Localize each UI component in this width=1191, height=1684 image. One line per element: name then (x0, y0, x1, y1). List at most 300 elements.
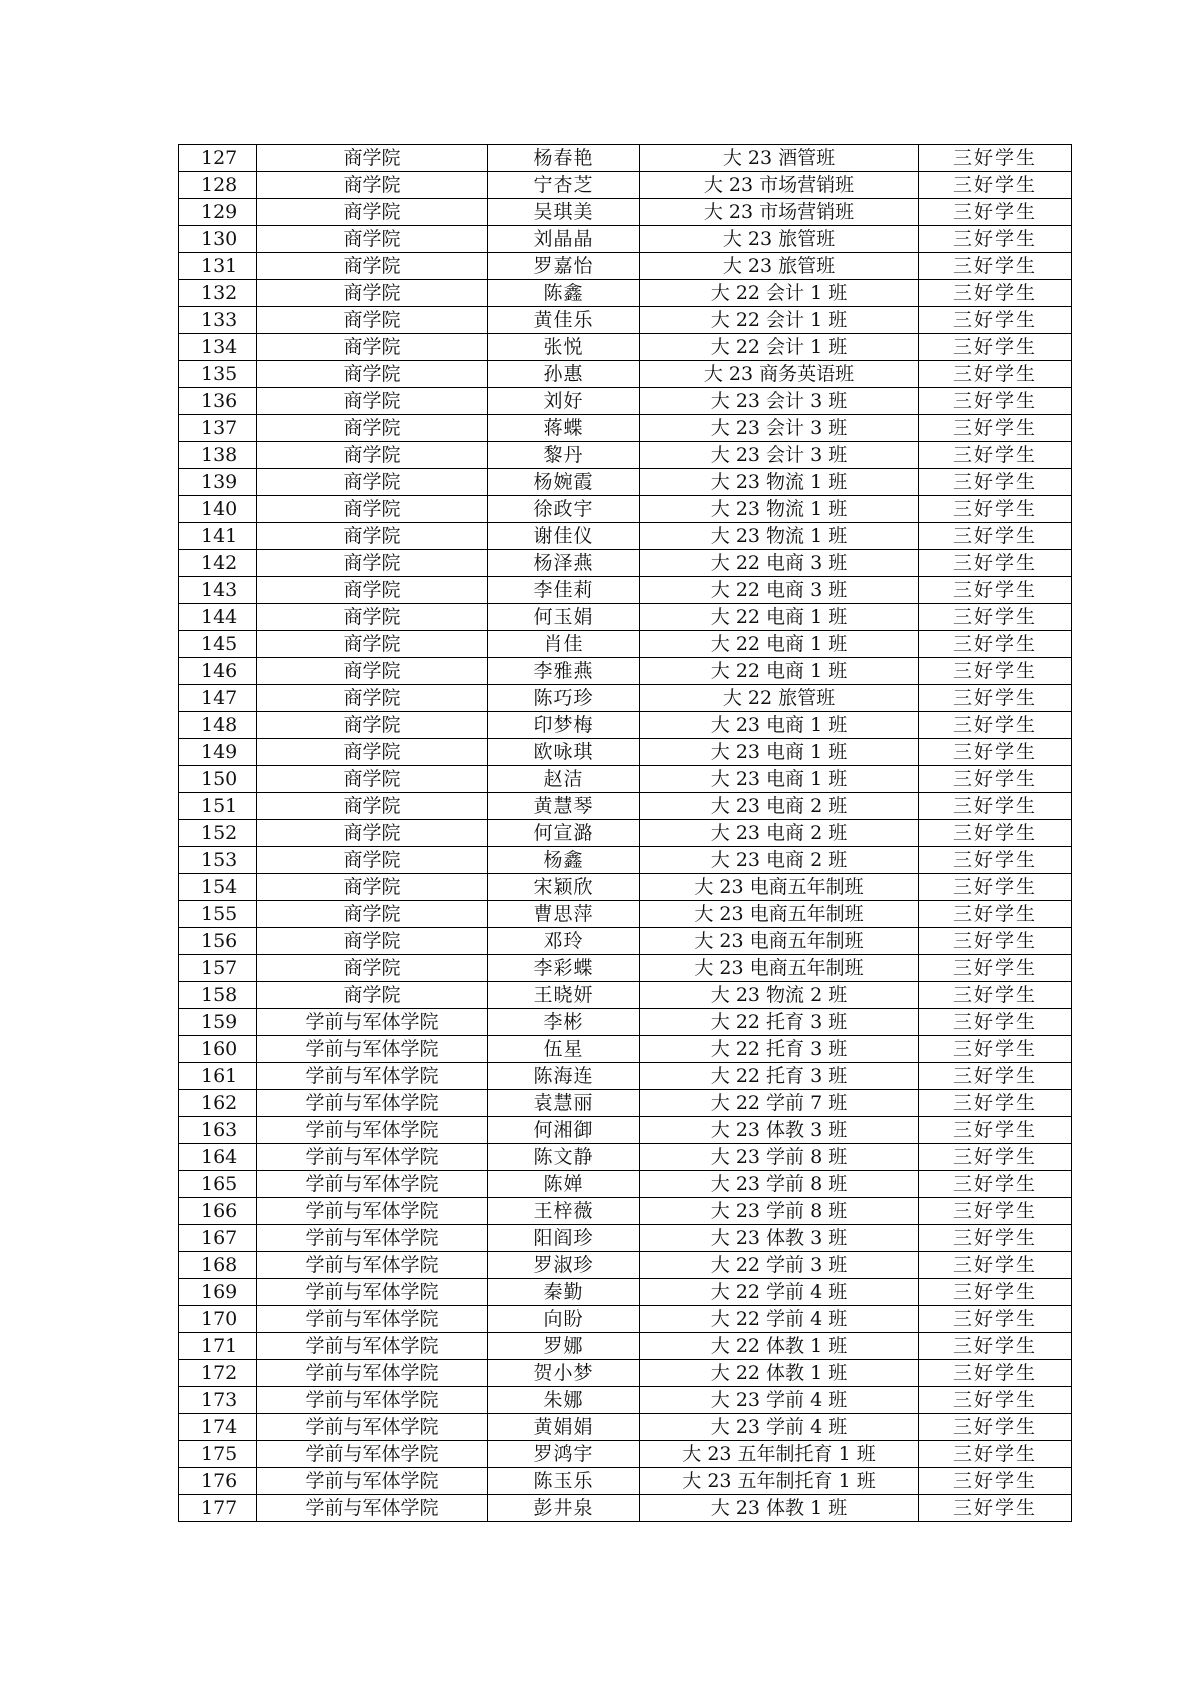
student-name-cell: 秦勤 (488, 1279, 640, 1306)
class-cell: 大 23 会计 3 班 (640, 442, 919, 469)
award-cell: 三好学生 (919, 1387, 1072, 1414)
college-cell: 学前与军体学院 (257, 1009, 488, 1036)
student-name-cell: 黄娟娟 (488, 1414, 640, 1441)
class-cell: 大 22 学前 4 班 (640, 1306, 919, 1333)
row-number: 156 (179, 928, 257, 955)
row-number: 162 (179, 1090, 257, 1117)
row-number: 174 (179, 1414, 257, 1441)
table-row (179, 982, 1072, 1009)
student-name-cell: 徐政宇 (488, 496, 640, 523)
award-cell: 三好学生 (919, 1171, 1072, 1198)
class-cell: 大 22 托育 3 班 (640, 1036, 919, 1063)
row-number: 127 (179, 145, 257, 172)
row-number: 155 (179, 901, 257, 928)
student-name-cell: 罗嘉怡 (488, 253, 640, 280)
row-number: 176 (179, 1468, 257, 1495)
table-row (179, 901, 1072, 928)
award-cell: 三好学生 (919, 631, 1072, 658)
college-cell: 商学院 (257, 415, 488, 442)
student-name-cell: 杨婉霞 (488, 469, 640, 496)
row-number: 158 (179, 982, 257, 1009)
award-cell: 三好学生 (919, 928, 1072, 955)
row-number: 142 (179, 550, 257, 577)
table-row (179, 658, 1072, 685)
class-cell: 大 23 学前 8 班 (640, 1144, 919, 1171)
row-number: 175 (179, 1441, 257, 1468)
table-row (179, 793, 1072, 820)
award-cell: 三好学生 (919, 982, 1072, 1009)
class-cell: 大 23 会计 3 班 (640, 415, 919, 442)
table-row (179, 1252, 1072, 1279)
student-name-cell: 伍星 (488, 1036, 640, 1063)
class-cell: 大 22 会计 1 班 (640, 280, 919, 307)
class-cell: 大 23 学前 4 班 (640, 1387, 919, 1414)
table-row (179, 1144, 1072, 1171)
table-row (179, 874, 1072, 901)
award-cell: 三好学生 (919, 469, 1072, 496)
table-row (179, 1117, 1072, 1144)
table-row (179, 550, 1072, 577)
award-cell: 三好学生 (919, 1090, 1072, 1117)
class-cell: 大 23 体教 3 班 (640, 1225, 919, 1252)
class-cell: 大 22 电商 3 班 (640, 577, 919, 604)
college-cell: 商学院 (257, 550, 488, 577)
table-row (179, 631, 1072, 658)
row-number: 148 (179, 712, 257, 739)
college-cell: 商学院 (257, 496, 488, 523)
student-name-cell: 谢佳仪 (488, 523, 640, 550)
award-cell: 三好学生 (919, 604, 1072, 631)
table-row (179, 1414, 1072, 1441)
class-cell: 大 22 体教 1 班 (640, 1333, 919, 1360)
student-name-cell: 李佳莉 (488, 577, 640, 604)
student-name-cell: 曹思萍 (488, 901, 640, 928)
table-row (179, 1036, 1072, 1063)
college-cell: 商学院 (257, 604, 488, 631)
student-name-cell: 杨泽燕 (488, 550, 640, 577)
row-number: 145 (179, 631, 257, 658)
table-row (179, 1441, 1072, 1468)
college-cell: 商学院 (257, 361, 488, 388)
college-cell: 学前与军体学院 (257, 1495, 488, 1522)
award-cell: 三好学生 (919, 955, 1072, 982)
college-cell: 商学院 (257, 766, 488, 793)
award-cell: 三好学生 (919, 145, 1072, 172)
student-name-cell: 罗鸿宇 (488, 1441, 640, 1468)
table-row (179, 334, 1072, 361)
table-row (179, 1171, 1072, 1198)
student-name-cell: 罗娜 (488, 1333, 640, 1360)
award-cell: 三好学生 (919, 1468, 1072, 1495)
college-cell: 商学院 (257, 847, 488, 874)
row-number: 172 (179, 1360, 257, 1387)
student-name-cell: 何宣潞 (488, 820, 640, 847)
college-cell: 商学院 (257, 199, 488, 226)
student-name-cell: 张悦 (488, 334, 640, 361)
college-cell: 商学院 (257, 307, 488, 334)
table-row (179, 820, 1072, 847)
college-cell: 学前与军体学院 (257, 1252, 488, 1279)
class-cell: 大 23 体教 1 班 (640, 1495, 919, 1522)
college-cell: 商学院 (257, 631, 488, 658)
award-cell: 三好学生 (919, 1333, 1072, 1360)
row-number: 144 (179, 604, 257, 631)
award-cell: 三好学生 (919, 172, 1072, 199)
student-name-cell: 肖佳 (488, 631, 640, 658)
table-row (179, 1360, 1072, 1387)
college-cell: 学前与军体学院 (257, 1441, 488, 1468)
award-cell: 三好学生 (919, 1414, 1072, 1441)
table-body (179, 145, 1072, 1522)
class-cell: 大 23 旅管班 (640, 226, 919, 253)
table-row (179, 280, 1072, 307)
award-cell: 三好学生 (919, 1063, 1072, 1090)
college-cell: 学前与军体学院 (257, 1171, 488, 1198)
class-cell: 大 23 五年制托育 1 班 (640, 1468, 919, 1495)
row-number: 164 (179, 1144, 257, 1171)
class-cell: 大 23 市场营销班 (640, 172, 919, 199)
college-cell: 学前与军体学院 (257, 1198, 488, 1225)
student-name-cell: 何玉娟 (488, 604, 640, 631)
table-row (179, 955, 1072, 982)
student-name-cell: 刘好 (488, 388, 640, 415)
class-cell: 大 23 物流 1 班 (640, 523, 919, 550)
college-cell: 商学院 (257, 226, 488, 253)
college-cell: 学前与军体学院 (257, 1279, 488, 1306)
award-cell: 三好学生 (919, 1306, 1072, 1333)
award-cell: 三好学生 (919, 766, 1072, 793)
table-row (179, 1468, 1072, 1495)
class-cell: 大 22 电商 1 班 (640, 604, 919, 631)
row-number: 131 (179, 253, 257, 280)
row-number: 141 (179, 523, 257, 550)
student-name-cell: 何湘御 (488, 1117, 640, 1144)
student-name-cell: 杨春艳 (488, 145, 640, 172)
student-name-cell: 宋颖欣 (488, 874, 640, 901)
award-cell: 三好学生 (919, 874, 1072, 901)
student-name-cell: 蒋蝶 (488, 415, 640, 442)
student-name-cell: 黎丹 (488, 442, 640, 469)
table-row (179, 253, 1072, 280)
college-cell: 学前与军体学院 (257, 1063, 488, 1090)
class-cell: 大 22 托育 3 班 (640, 1009, 919, 1036)
award-cell: 三好学生 (919, 1252, 1072, 1279)
student-name-cell: 袁慧丽 (488, 1090, 640, 1117)
class-cell: 大 23 电商 1 班 (640, 712, 919, 739)
table-row (179, 145, 1072, 172)
college-cell: 商学院 (257, 523, 488, 550)
award-cell: 三好学生 (919, 334, 1072, 361)
table-row (179, 1333, 1072, 1360)
college-cell: 商学院 (257, 685, 488, 712)
award-cell: 三好学生 (919, 388, 1072, 415)
student-name-cell: 邓玲 (488, 928, 640, 955)
college-cell: 商学院 (257, 820, 488, 847)
college-cell: 商学院 (257, 874, 488, 901)
award-cell: 三好学生 (919, 307, 1072, 334)
table-row (179, 199, 1072, 226)
award-cell: 三好学生 (919, 847, 1072, 874)
table-row (179, 1279, 1072, 1306)
class-cell: 大 22 会计 1 班 (640, 307, 919, 334)
student-name-cell: 李彩蝶 (488, 955, 640, 982)
college-cell: 商学院 (257, 334, 488, 361)
table-row (179, 1225, 1072, 1252)
row-number: 150 (179, 766, 257, 793)
row-number: 157 (179, 955, 257, 982)
row-number: 167 (179, 1225, 257, 1252)
class-cell: 大 23 电商 2 班 (640, 793, 919, 820)
class-cell: 大 23 体教 3 班 (640, 1117, 919, 1144)
class-cell: 大 23 电商五年制班 (640, 874, 919, 901)
college-cell: 商学院 (257, 145, 488, 172)
table-row (179, 1387, 1072, 1414)
row-number: 138 (179, 442, 257, 469)
student-name-cell: 黄佳乐 (488, 307, 640, 334)
row-number: 149 (179, 739, 257, 766)
class-cell: 大 23 商务英语班 (640, 361, 919, 388)
award-cell: 三好学生 (919, 1279, 1072, 1306)
table-row (179, 1198, 1072, 1225)
award-cell: 三好学生 (919, 550, 1072, 577)
class-cell: 大 23 市场营销班 (640, 199, 919, 226)
student-name-cell: 陈鑫 (488, 280, 640, 307)
row-number: 160 (179, 1036, 257, 1063)
award-cell: 三好学生 (919, 1225, 1072, 1252)
class-cell: 大 23 五年制托育 1 班 (640, 1441, 919, 1468)
class-cell: 大 23 物流 1 班 (640, 469, 919, 496)
class-cell: 大 23 电商 2 班 (640, 847, 919, 874)
award-cell: 三好学生 (919, 1036, 1072, 1063)
student-name-cell: 陈巧珍 (488, 685, 640, 712)
student-name-cell: 彭井泉 (488, 1495, 640, 1522)
table-row (179, 928, 1072, 955)
class-cell: 大 23 电商五年制班 (640, 901, 919, 928)
class-cell: 大 23 电商 2 班 (640, 820, 919, 847)
table-row (179, 685, 1072, 712)
row-number: 137 (179, 415, 257, 442)
award-cell: 三好学生 (919, 1360, 1072, 1387)
student-name-cell: 阳阎珍 (488, 1225, 640, 1252)
student-name-cell: 朱娜 (488, 1387, 640, 1414)
row-number: 163 (179, 1117, 257, 1144)
award-cell: 三好学生 (919, 1441, 1072, 1468)
award-cell: 三好学生 (919, 1009, 1072, 1036)
table-row (179, 604, 1072, 631)
award-cell: 三好学生 (919, 658, 1072, 685)
row-number: 154 (179, 874, 257, 901)
student-name-cell: 杨鑫 (488, 847, 640, 874)
student-name-cell: 孙惠 (488, 361, 640, 388)
student-name-cell: 陈玉乐 (488, 1468, 640, 1495)
award-cell: 三好学生 (919, 793, 1072, 820)
table-row (179, 1306, 1072, 1333)
college-cell: 商学院 (257, 901, 488, 928)
table-row (179, 1090, 1072, 1117)
student-name-cell: 罗淑珍 (488, 1252, 640, 1279)
table-row (179, 1495, 1072, 1522)
award-cell: 三好学生 (919, 739, 1072, 766)
row-number: 161 (179, 1063, 257, 1090)
college-cell: 商学院 (257, 928, 488, 955)
table-row (179, 523, 1072, 550)
row-number: 134 (179, 334, 257, 361)
award-cell: 三好学生 (919, 415, 1072, 442)
college-cell: 学前与军体学院 (257, 1468, 488, 1495)
college-cell: 学前与军体学院 (257, 1117, 488, 1144)
student-name-cell: 印梦梅 (488, 712, 640, 739)
award-cell: 三好学生 (919, 712, 1072, 739)
college-cell: 商学院 (257, 739, 488, 766)
row-number: 171 (179, 1333, 257, 1360)
row-number: 132 (179, 280, 257, 307)
table-row (179, 388, 1072, 415)
college-cell: 商学院 (257, 577, 488, 604)
award-cell: 三好学生 (919, 901, 1072, 928)
row-number: 173 (179, 1387, 257, 1414)
award-cell: 三好学生 (919, 820, 1072, 847)
class-cell: 大 22 旅管班 (640, 685, 919, 712)
award-cell: 三好学生 (919, 280, 1072, 307)
college-cell: 学前与军体学院 (257, 1036, 488, 1063)
row-number: 153 (179, 847, 257, 874)
student-name-cell: 刘晶晶 (488, 226, 640, 253)
student-name-cell: 欧咏琪 (488, 739, 640, 766)
award-cell: 三好学生 (919, 442, 1072, 469)
table-row (179, 361, 1072, 388)
row-number: 133 (179, 307, 257, 334)
class-cell: 大 22 学前 3 班 (640, 1252, 919, 1279)
student-name-cell: 李雅燕 (488, 658, 640, 685)
college-cell: 商学院 (257, 955, 488, 982)
student-name-cell: 陈文静 (488, 1144, 640, 1171)
row-number: 140 (179, 496, 257, 523)
class-cell: 大 23 电商五年制班 (640, 955, 919, 982)
award-cell: 三好学生 (919, 199, 1072, 226)
table-row (179, 766, 1072, 793)
award-cell: 三好学生 (919, 685, 1072, 712)
student-name-cell: 宁杏芝 (488, 172, 640, 199)
college-cell: 商学院 (257, 982, 488, 1009)
college-cell: 学前与军体学院 (257, 1225, 488, 1252)
class-cell: 大 23 物流 1 班 (640, 496, 919, 523)
student-name-cell: 李彬 (488, 1009, 640, 1036)
row-number: 147 (179, 685, 257, 712)
class-cell: 大 23 电商 1 班 (640, 739, 919, 766)
college-cell: 商学院 (257, 469, 488, 496)
class-cell: 大 22 电商 3 班 (640, 550, 919, 577)
table-row (179, 1009, 1072, 1036)
row-number: 136 (179, 388, 257, 415)
class-cell: 大 22 学前 7 班 (640, 1090, 919, 1117)
award-cell: 三好学生 (919, 1198, 1072, 1225)
row-number: 128 (179, 172, 257, 199)
award-list-table (178, 144, 1072, 1522)
class-cell: 大 22 学前 4 班 (640, 1279, 919, 1306)
row-number: 165 (179, 1171, 257, 1198)
row-number: 151 (179, 793, 257, 820)
award-cell: 三好学生 (919, 361, 1072, 388)
row-number: 143 (179, 577, 257, 604)
table-row (179, 442, 1072, 469)
table-row (179, 172, 1072, 199)
class-cell: 大 23 会计 3 班 (640, 388, 919, 415)
row-number: 135 (179, 361, 257, 388)
student-name-cell: 陈婵 (488, 1171, 640, 1198)
college-cell: 学前与军体学院 (257, 1090, 488, 1117)
class-cell: 大 23 学前 8 班 (640, 1171, 919, 1198)
college-cell: 学前与军体学院 (257, 1414, 488, 1441)
table-row (179, 307, 1072, 334)
class-cell: 大 23 学前 4 班 (640, 1414, 919, 1441)
class-cell: 大 22 电商 1 班 (640, 631, 919, 658)
college-cell: 商学院 (257, 280, 488, 307)
table-row (179, 415, 1072, 442)
class-cell: 大 22 电商 1 班 (640, 658, 919, 685)
row-number: 166 (179, 1198, 257, 1225)
student-name-cell: 吴琪美 (488, 199, 640, 226)
class-cell: 大 23 电商 1 班 (640, 766, 919, 793)
student-name-cell: 王梓薇 (488, 1198, 640, 1225)
college-cell: 商学院 (257, 253, 488, 280)
row-number: 168 (179, 1252, 257, 1279)
college-cell: 学前与军体学院 (257, 1333, 488, 1360)
student-name-cell: 陈海连 (488, 1063, 640, 1090)
row-number: 152 (179, 820, 257, 847)
table-row (179, 739, 1072, 766)
class-cell: 大 22 会计 1 班 (640, 334, 919, 361)
table-row (179, 496, 1072, 523)
row-number: 159 (179, 1009, 257, 1036)
row-number: 170 (179, 1306, 257, 1333)
college-cell: 商学院 (257, 793, 488, 820)
award-cell: 三好学生 (919, 226, 1072, 253)
row-number: 130 (179, 226, 257, 253)
college-cell: 学前与军体学院 (257, 1387, 488, 1414)
class-cell: 大 22 托育 3 班 (640, 1063, 919, 1090)
college-cell: 学前与军体学院 (257, 1144, 488, 1171)
table-row (179, 469, 1072, 496)
class-cell: 大 22 体教 1 班 (640, 1360, 919, 1387)
table-row (179, 226, 1072, 253)
award-cell: 三好学生 (919, 523, 1072, 550)
row-number: 139 (179, 469, 257, 496)
student-name-cell: 赵洁 (488, 766, 640, 793)
row-number: 129 (179, 199, 257, 226)
award-cell: 三好学生 (919, 1144, 1072, 1171)
class-cell: 大 23 物流 2 班 (640, 982, 919, 1009)
student-name-cell: 向盼 (488, 1306, 640, 1333)
college-cell: 商学院 (257, 172, 488, 199)
award-cell: 三好学生 (919, 253, 1072, 280)
award-cell: 三好学生 (919, 496, 1072, 523)
class-cell: 大 23 旅管班 (640, 253, 919, 280)
student-name-cell: 王晓妍 (488, 982, 640, 1009)
table-row (179, 847, 1072, 874)
row-number: 146 (179, 658, 257, 685)
college-cell: 学前与军体学院 (257, 1306, 488, 1333)
college-cell: 商学院 (257, 442, 488, 469)
college-cell: 商学院 (257, 388, 488, 415)
award-cell: 三好学生 (919, 577, 1072, 604)
student-name-cell: 贺小梦 (488, 1360, 640, 1387)
college-cell: 学前与军体学院 (257, 1360, 488, 1387)
award-cell: 三好学生 (919, 1117, 1072, 1144)
row-number: 169 (179, 1279, 257, 1306)
class-cell: 大 23 学前 8 班 (640, 1198, 919, 1225)
class-cell: 大 23 酒管班 (640, 145, 919, 172)
table-row (179, 1063, 1072, 1090)
